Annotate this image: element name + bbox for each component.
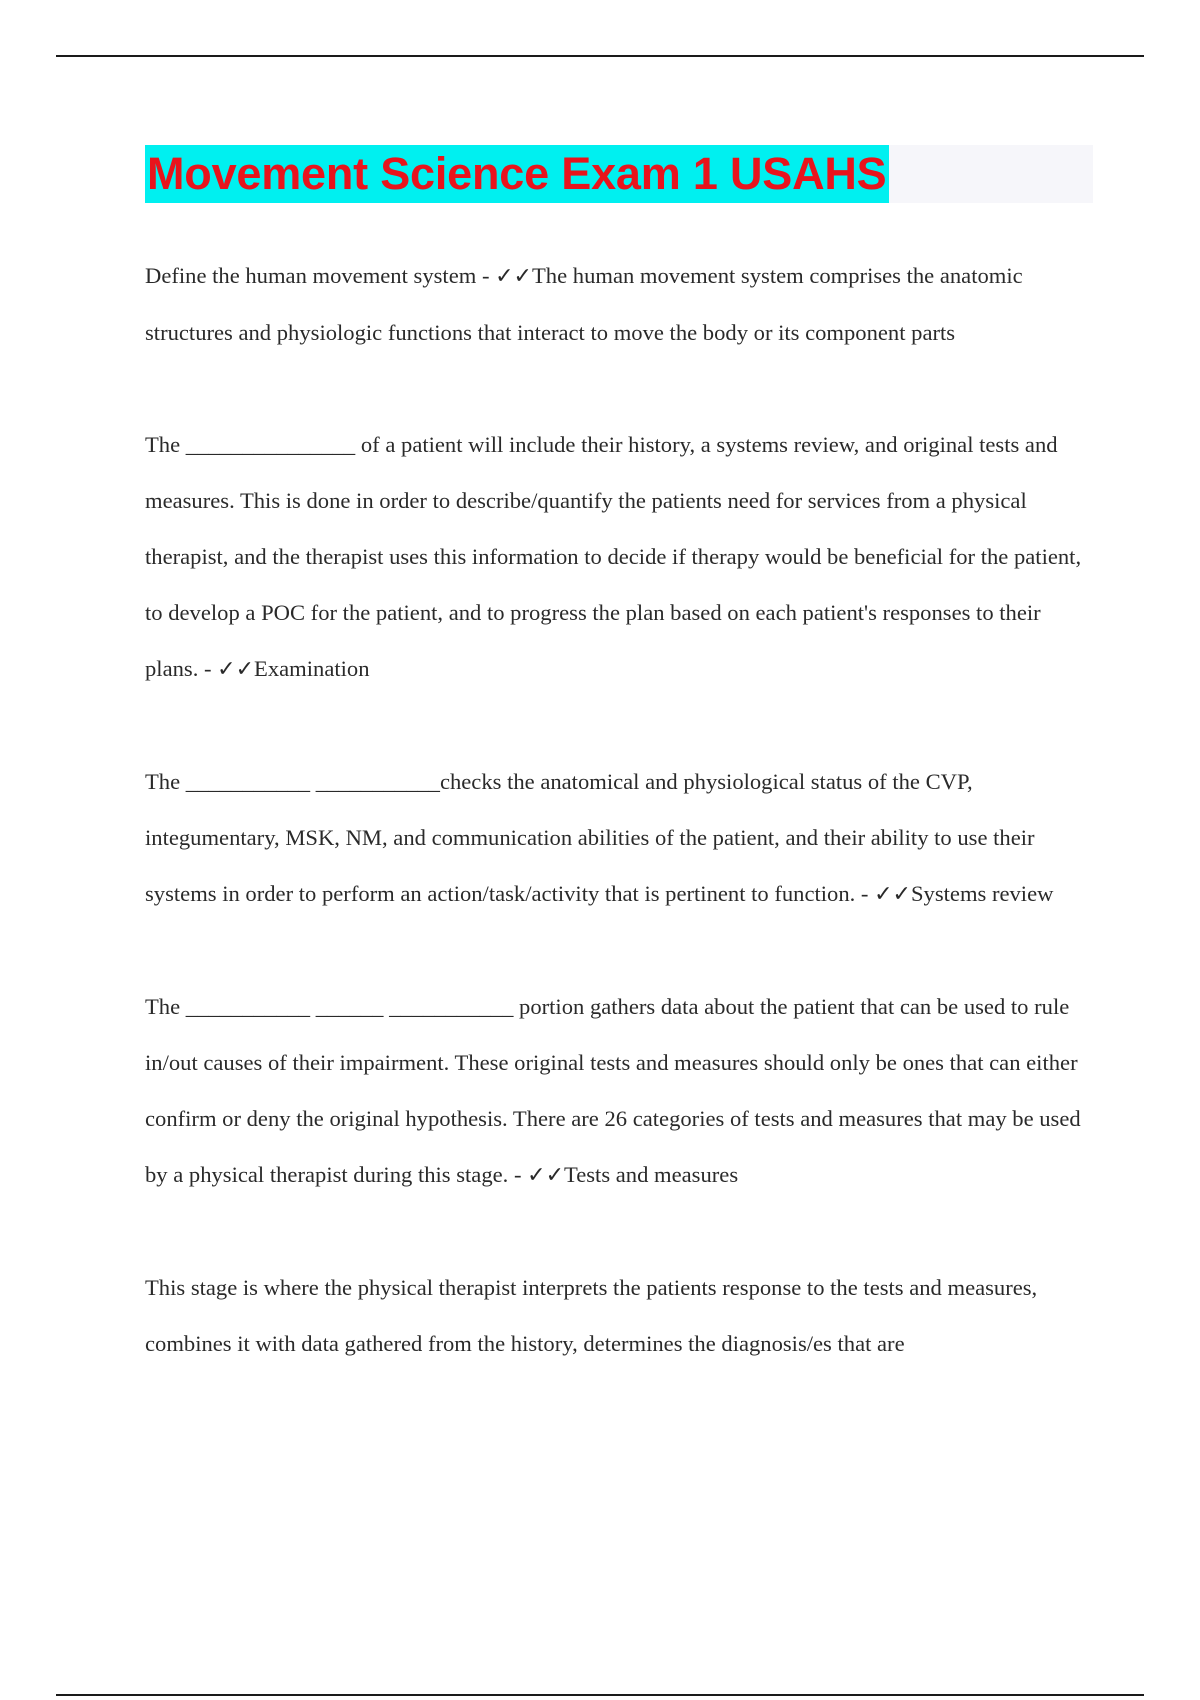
answer-text: The human movement system comprises the anatomic structures and physiologic functions that interact to move the body or its component parts — [145, 263, 1023, 345]
qa-item — [145, 754, 1095, 923]
checkmark-icon: ✓✓ — [527, 1163, 565, 1188]
question-text: Define the human movement system - — [145, 263, 496, 288]
question-text: The ___________ ______ ___________ portion gathers data about the patient that can be used to rule in/out causes of their impairment. These original tests and measures should only be ones that can either confirm or deny the original hypothesis. There are 26 categories of tests and measures that may be used by a physical therapist during this stage. - — [145, 994, 1081, 1187]
question-text: The ___________ ___________checks the anatomical and physiological status of the CVP, integumentary, MSK, NM, and communication abilities of the patient, and their ability to use their systems in order to perform an action/task/activity that is pertinent to function. - — [145, 769, 1035, 906]
qa-text — [145, 417, 1095, 698]
qa-item — [145, 417, 1095, 698]
qa-item — [145, 979, 1095, 1204]
checkmark-icon: ✓✓ — [217, 657, 255, 682]
answer-text: Tests and measures — [564, 1162, 739, 1187]
question-text: The _______________ of a patient will include their history, a systems review, and original tests and measures. This is done in order to describe/quantify the patients need for services from a physical therapist, and the therapist uses this information to decide if therapy would be beneficial for the patient, to develop a POC for the patient, and to progress the plan based on each patient's responses to their plans. - — [145, 432, 1082, 681]
checkmark-icon: ✓✓ — [874, 882, 911, 907]
qa-item — [145, 1260, 1095, 1372]
qa-text — [145, 248, 1095, 361]
bottom-rule — [56, 1694, 1144, 1696]
answer-text: Systems review — [910, 881, 1054, 906]
title-band — [145, 145, 1093, 203]
document-title: Movement Science Exam 1 USAHS — [145, 145, 889, 203]
qa-text — [145, 1260, 1095, 1372]
answer-text: Examination — [254, 656, 370, 681]
qa-text — [145, 754, 1095, 923]
qa-item — [145, 248, 1095, 361]
document-body — [145, 248, 1095, 1428]
checkmark-icon: ✓✓ — [495, 264, 532, 289]
qa-text — [145, 979, 1095, 1204]
top-rule — [56, 55, 1144, 57]
question-text: This stage is where the physical therapist interprets the patients response to the tests and measures, combines it with data gathered from the history, determines the diagnosis/es that are — [145, 1275, 1038, 1356]
